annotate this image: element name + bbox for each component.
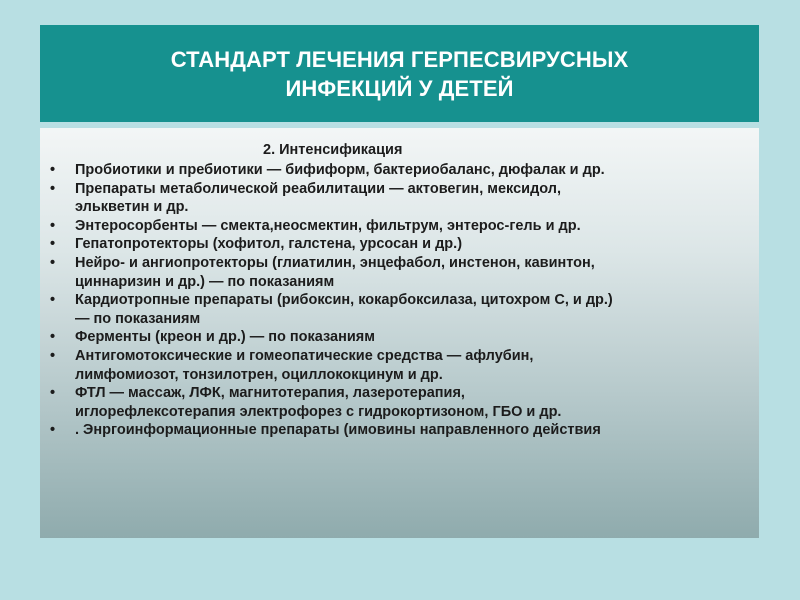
bullet-item-8 xyxy=(40,347,759,384)
bullet-mark: • xyxy=(50,422,56,439)
bullet-item-6 xyxy=(40,291,759,328)
title-banner xyxy=(40,25,759,122)
bullet-text: Энтеросорбенты — смекта,неосмектин, фильтрум, энтерос-гель и др. xyxy=(75,217,581,234)
bullet-item-9 xyxy=(40,384,759,421)
bullet-item-5 xyxy=(40,254,759,291)
bullet-text: Нейро- и ангиопротекторы (глиатилин, энцефабол, инстенон, кавинтон, циннаризин и др.) — по показаниям xyxy=(75,254,595,290)
bullet-mark: • xyxy=(50,292,56,309)
bullet-mark: • xyxy=(50,180,56,197)
bullet-text: Ферменты (креон и др.) — по показаниям xyxy=(75,329,375,346)
content-panel xyxy=(40,128,759,538)
bullet-text: Гепатопротекторы (хофитол, галстена, урсосан и др.) xyxy=(75,236,463,253)
bullet-list xyxy=(40,161,759,440)
slide-subtitle: 2. Интенсификация xyxy=(263,142,403,158)
bullet-text: Пробиотики и пребиотики — бифиформ, бактериобаланс, дюфалак и др. xyxy=(75,162,605,178)
bullet-mark: • xyxy=(50,217,56,234)
bullet-item-2 xyxy=(40,180,759,217)
bullet-item-7 xyxy=(40,328,759,347)
bullet-mark: • xyxy=(50,385,56,402)
bullet-text: Антигомотоксические и гомеопатические средства — афлубин, лимфомиозот, тонзилотрен, оциллококцинум и др. xyxy=(75,347,534,383)
bullet-text: . Энргоинформационные препараты (имовины направленного действия xyxy=(75,422,601,439)
bullet-mark: • xyxy=(50,329,56,346)
bullet-item-3 xyxy=(40,217,759,236)
bullet-mark: • xyxy=(50,347,56,364)
bullet-mark: • xyxy=(50,254,56,271)
bullet-item-1 xyxy=(40,161,759,180)
bullet-text: ФТЛ — массаж, ЛФК, магнитотерапия, лазеротерапия, иглорефлексотерапия электрофорез с гидрокортизоном, ГБО и др. xyxy=(75,385,562,420)
bullet-item-4 xyxy=(40,235,759,254)
bullet-item-10 xyxy=(40,421,759,440)
bullet-mark: • xyxy=(50,162,56,178)
bullet-text: Препараты метаболической реабилитации — актовегин, мексидол, элькветин и др. xyxy=(75,180,562,216)
bullet-mark: • xyxy=(50,236,56,253)
slide-title: СТАНДАРТ ЛЕЧЕНИЯ ГЕРПЕСВИРУСНЫХ ИНФЕКЦИЙ У ДЕТЕЙ xyxy=(170,46,629,101)
bullet-text: Кардиотропные препараты (рибоксин, кокарбоксилаза, цитохром С, и др.) — по показаниям xyxy=(75,292,613,327)
